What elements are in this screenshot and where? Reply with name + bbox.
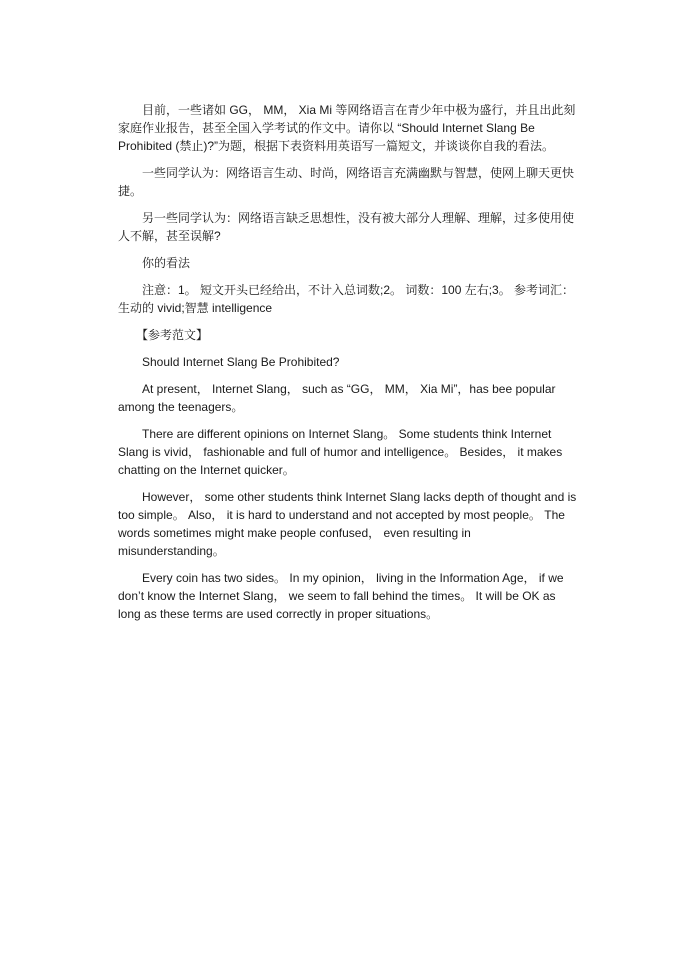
- text-line: 家庭作业报告，甚至全国入学考试的作文中。请你以 “Should Internet Slang Be: [118, 121, 535, 135]
- text-line: words sometimes might make people confused， even resulting in: [118, 526, 471, 540]
- text-line: long as these terms are used correctly in proper situations。: [118, 607, 439, 621]
- essay-title: [118, 353, 598, 371]
- view-one-paragraph: [118, 164, 598, 200]
- text-line: Every coin has two sides。 In my opinion， living in the Information Age， if we: [142, 571, 564, 585]
- notes-paragraph: [118, 281, 598, 317]
- text-line: Prohibited (禁止)?”为题，根据下表资料用英语写一篇短文，并谈谈你自我的看法。: [118, 139, 555, 153]
- essay-paragraph-2: [118, 425, 598, 479]
- view-two-paragraph: [118, 209, 598, 245]
- text-line: don’t know the Internet Slang， we seem to fall behind the times。 It will be OK as: [118, 589, 556, 603]
- document-body: [118, 101, 598, 632]
- text-line: chatting on the Internet quicker。: [118, 463, 295, 477]
- essay-paragraph-1: [118, 380, 598, 416]
- text-line: 生动的 vivid;智慧 intelligence: [118, 301, 273, 315]
- text-line: Should Internet Slang Be Prohibited?: [142, 355, 340, 369]
- text-line: 人不解，甚至误解?: [118, 229, 221, 243]
- text-line: Slang is vivid， fashionable and full of humor and intelligence。 Besides， it makes: [118, 445, 563, 459]
- reference-heading: [118, 326, 598, 344]
- text-line: At present， Internet Slang， such as “GG， MM， Xia Mi”，has bee popular: [142, 382, 556, 396]
- text-line: misunderstanding。: [118, 544, 225, 558]
- text-line: 一些同学认为：网络语言生动、时尚，网络语言充满幽默与智慧，使网上聊天更快: [142, 166, 575, 180]
- essay-paragraph-4: [118, 569, 598, 623]
- text-line: 注意：1。 短文开头已经给出，不计入总词数;2。 词数：100 左右;3。 参考词汇：: [142, 283, 575, 297]
- text-line: 目前，一些诸如 GG， MM， Xia Mi 等网络语言在青少年中极为盛行，并且出此刻: [142, 103, 576, 117]
- text-line: There are different opinions on Internet Slang。 Some students think Internet: [142, 427, 552, 441]
- text-line: too simple。 Also， it is hard to understand and not accepted by most people。 The: [118, 508, 565, 522]
- text-line: 捷。: [118, 184, 143, 198]
- text-line: However， some other students think Internet Slang lacks depth of thought and is: [142, 490, 577, 504]
- essay-paragraph-3: [118, 488, 598, 560]
- text-line: 【参考范文】: [136, 328, 209, 342]
- prompt-paragraph: [118, 101, 598, 155]
- text-line: 另一些同学认为：网络语言缺乏思想性，没有被大部分人理解、理解，过多使用使: [142, 211, 575, 225]
- text-line: 你的看法: [142, 256, 191, 270]
- your-view-heading: [118, 254, 598, 272]
- text-line: among the teenagers。: [118, 400, 244, 414]
